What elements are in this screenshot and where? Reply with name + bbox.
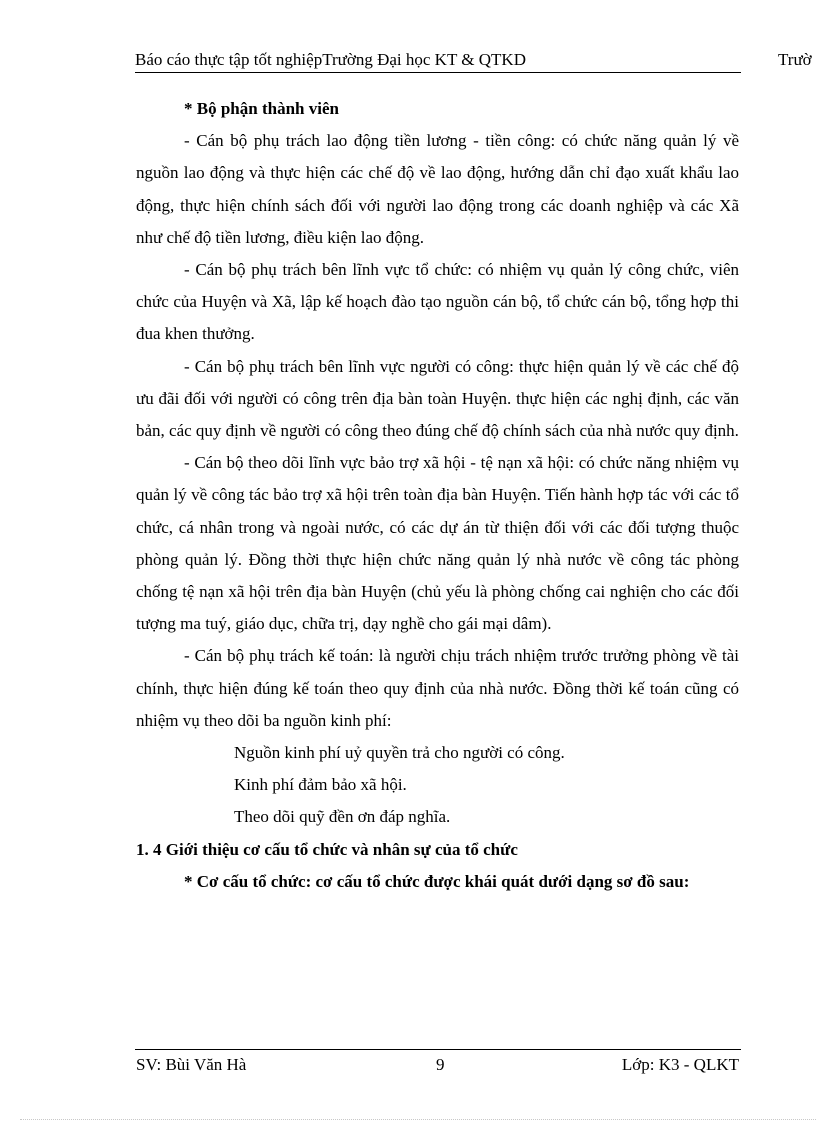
org-structure-line: * Cơ cấu tổ chức: cơ cấu tổ chức được khái quát dưới dạng sơ đồ sau: xyxy=(184,871,690,891)
footer-class: Lớp: K3 - QLKT xyxy=(621,1055,739,1074)
section-heading-1-4: 1. 4 Giới thiệu cơ cấu tổ chức và nhân sự của tổ chức xyxy=(136,839,518,859)
document-body xyxy=(136,93,739,898)
paragraph-5: - Cán bộ phụ trách kế toán: là người chịu trách nhiệm trước trưởng phòng về tài chính, thực hiện đúng kế toán theo quy định của nhà nước. Đồng thời kế toán cũng có nhiệm vụ theo dõi ba nguồn kinh phí: xyxy=(136,646,739,730)
footer-student: SV: Bùi Văn Hà xyxy=(136,1055,247,1074)
list-item: Theo dõi quỹ đền ơn đáp nghĩa. xyxy=(234,807,451,827)
page-header: Báo cáo thực tập tốt nghiệpTrường Đại học KT & QTKD xyxy=(135,50,526,69)
list-item: Kinh phí đảm bảo xã hội. xyxy=(234,775,407,795)
page-bottom-dotted-line xyxy=(20,1119,816,1120)
paragraph-4: - Cán bộ theo dõi lĩnh vực bảo trợ xã hội - tệ nạn xã hội: có chức năng nhiệm vụ quản lý về công tác bảo trợ xã hội trên toàn địa bàn Huyện. Tiến hành hợp tác với các tổ chức, cá nhân trong và ngoài nước, có các dự án từ thiện đối với các đối tượng thuộc phòng quản lý. Đồng thời thực hiện chức năng quản lý nhà nước về công tác phòng chống tệ nạn xã hội trên địa bàn Huyện (chủ yếu là phòng chống cai nghiện cho các đối tượng ma tuý, giáo dục, chữa trị, dạy nghề cho gái mại dâm). xyxy=(136,453,739,634)
list-item: Nguồn kinh phí uỷ quyền trả cho người có công. xyxy=(234,743,565,763)
footer-page-number: 9 xyxy=(436,1055,445,1074)
paragraph-1: - Cán bộ phụ trách lao động tiền lương - tiền công: có chức năng quản lý về nguồn lao động và thực hiện các chế độ về lao động, hướng dẫn chỉ đạo xuất khẩu lao động, thực hiện chính sách đối với người lao động trong các doanh nghiệp và các Xã như chế độ tiền lương, điều kiện lao động. xyxy=(136,131,739,247)
footer-rule xyxy=(135,1049,741,1050)
section-title: * Bộ phận thành viên xyxy=(184,99,339,118)
paragraph-2: - Cán bộ phụ trách bên lĩnh vực tổ chức: có nhiệm vụ quản lý công chức, viên chức của Huyện và Xã, lập kế hoạch đào tạo nguồn cán bộ, tổ chức cán bộ, tổng hợp thi đua khen thưởng. xyxy=(136,260,739,344)
paragraph-3: - Cán bộ phụ trách bên lĩnh vực người có công: thực hiện quản lý về các chế độ ưu đãi đối với người có công trên địa bàn toàn Huyện. thực hiện các nghị định, các văn bản, các quy định về người có công theo đúng chế độ chính sách của nhà nước quy định. xyxy=(136,356,739,441)
page-header-overflow: Trườ xyxy=(778,50,812,69)
header-rule xyxy=(135,72,741,73)
